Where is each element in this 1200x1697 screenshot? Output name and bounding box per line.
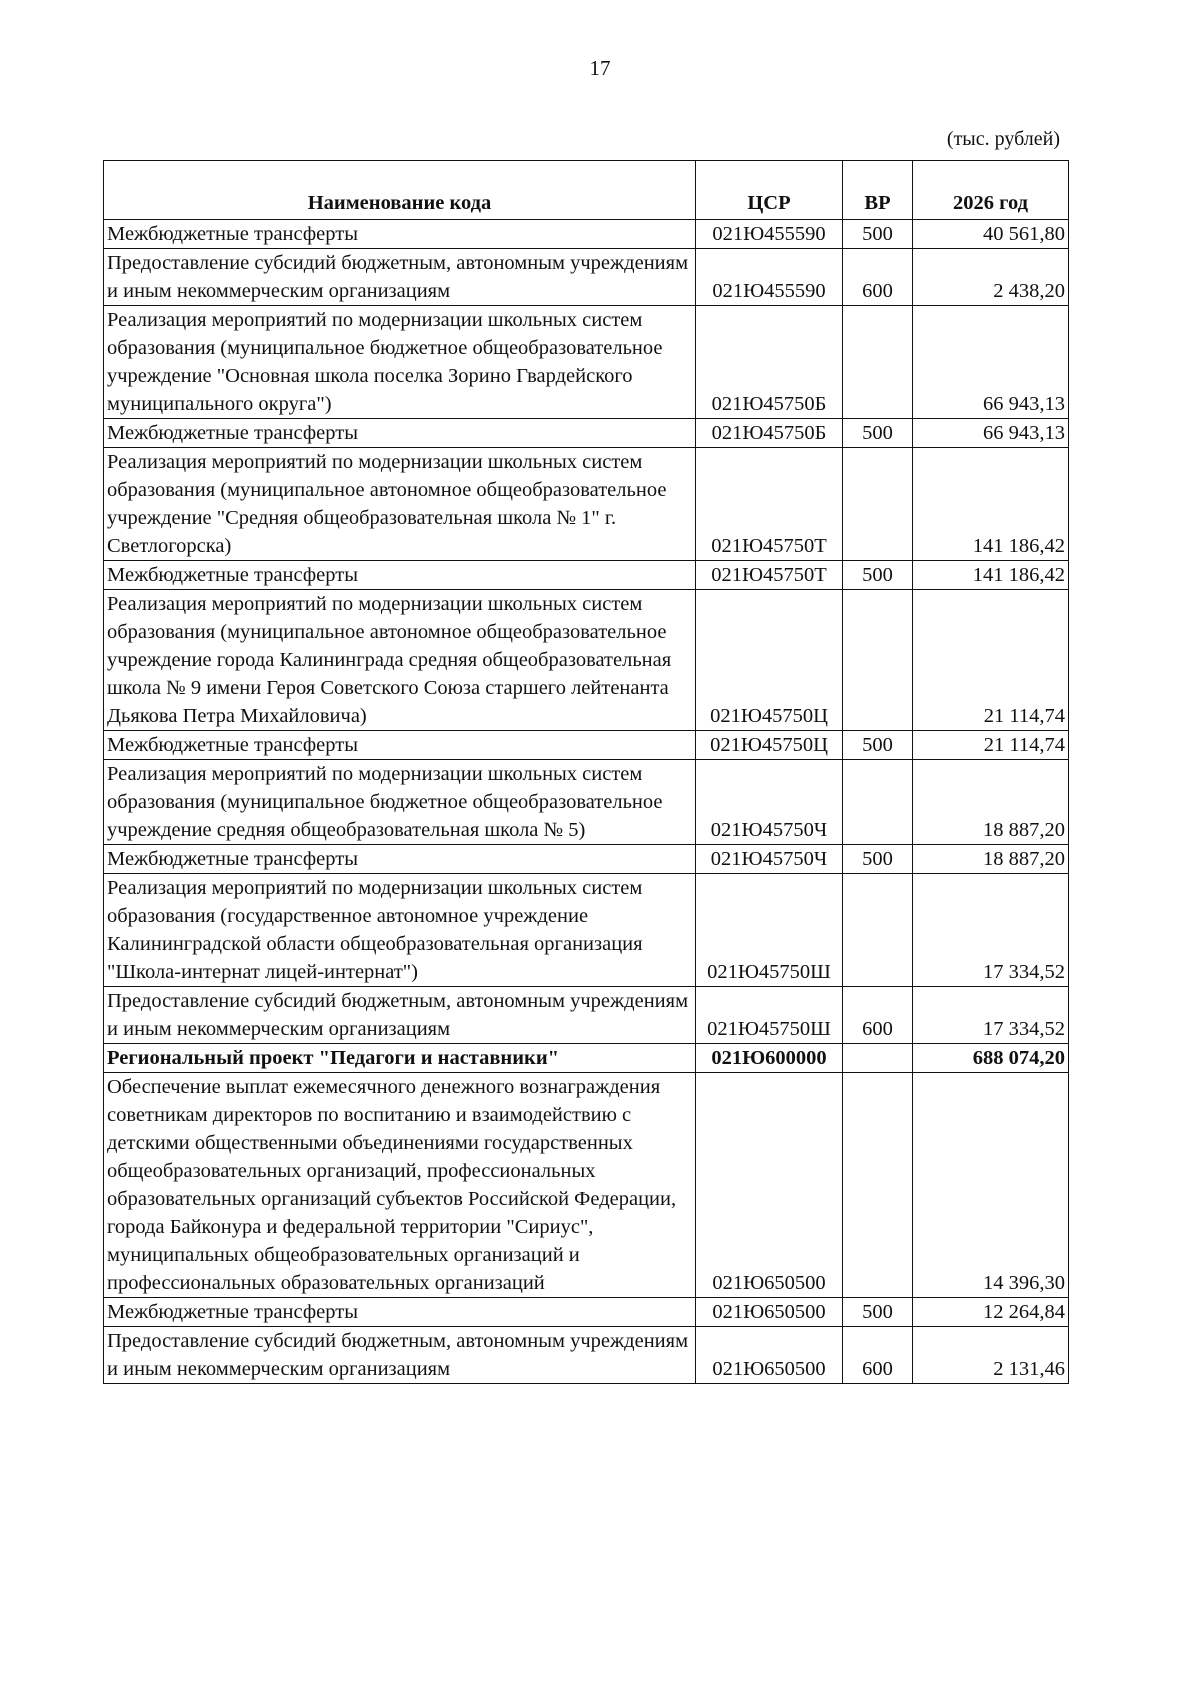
table-row [104, 874, 1069, 987]
row-value-cell: 141 186,42 [913, 561, 1069, 590]
row-csr-cell: 021Ю45750Б [696, 306, 843, 419]
row-csr-cell: 021Ю650500 [696, 1327, 843, 1384]
row-name-cell: Межбюджетные трансферты [104, 220, 696, 249]
row-value-cell: 18 887,20 [913, 760, 1069, 845]
table-row [104, 249, 1069, 306]
row-value-cell: 2 131,46 [913, 1327, 1069, 1384]
table-row [104, 419, 1069, 448]
row-csr-cell: 021Ю600000 [696, 1044, 843, 1073]
budget-table [103, 160, 1069, 1384]
row-vr-cell [843, 760, 913, 845]
row-vr-cell: 600 [843, 1327, 913, 1384]
table-row [104, 1298, 1069, 1327]
row-value-cell: 17 334,52 [913, 987, 1069, 1044]
row-csr-cell: 021Ю45750Т [696, 561, 843, 590]
row-name-cell: Предоставление субсидий бюджетным, автономным учреждениям и иным некоммерческим организациям [104, 249, 696, 306]
row-csr-cell: 021Ю455590 [696, 249, 843, 306]
table-row [104, 561, 1069, 590]
row-csr-cell: 021Ю45750Ч [696, 760, 843, 845]
row-value-cell: 21 114,74 [913, 731, 1069, 760]
row-vr-cell: 500 [843, 561, 913, 590]
table-header-row [104, 161, 1069, 220]
row-name-cell: Реализация мероприятий по модернизации школьных систем образования (муниципальное бюджетное общеобразовательное учреждение средняя общеобразовательная школа № 5) [104, 760, 696, 845]
row-vr-cell: 500 [843, 1298, 913, 1327]
page-number: 17 [589, 56, 611, 80]
row-csr-cell: 021Ю455590 [696, 220, 843, 249]
row-name-cell: Реализация мероприятий по модернизации школьных систем образования (муниципальное автономное общеобразовательное учреждение города Калининграда средняя общеобразовательная школа № 9 имени Героя Советского Союза старшего лейтенанта Дьякова Петра Михайловича) [104, 590, 696, 731]
header-name: Наименование кода [104, 161, 696, 220]
row-vr-cell: 600 [843, 987, 913, 1044]
row-name-cell: Предоставление субсидий бюджетным, автономным учреждениям и иным некоммерческим организациям [104, 1327, 696, 1384]
row-value-cell: 2 438,20 [913, 249, 1069, 306]
header-csr: ЦСР [696, 161, 843, 220]
row-name-cell: Межбюджетные трансферты [104, 845, 696, 874]
row-vr-cell [843, 1073, 913, 1298]
table-row [104, 845, 1069, 874]
header-year: 2026 год [913, 161, 1069, 220]
row-csr-cell: 021Ю45750Б [696, 419, 843, 448]
row-value-cell: 40 561,80 [913, 220, 1069, 249]
row-vr-cell [843, 1044, 913, 1073]
row-name-cell: Предоставление субсидий бюджетным, автономным учреждениям и иным некоммерческим организациям [104, 987, 696, 1044]
unit-note: (тыс. рублей) [946, 128, 1060, 150]
row-name-cell: Межбюджетные трансферты [104, 561, 696, 590]
row-value-cell: 66 943,13 [913, 306, 1069, 419]
row-name-cell: Реализация мероприятий по модернизации школьных систем образования (муниципальное автономное общеобразовательное учреждение "Средняя общеобразовательная школа № 1" г. Светлогорска) [104, 448, 696, 561]
row-csr-cell: 021Ю45750Ш [696, 874, 843, 987]
row-value-cell: 14 396,30 [913, 1073, 1069, 1298]
table-row [104, 1044, 1069, 1073]
row-name-cell: Региональный проект "Педагоги и наставники" [104, 1044, 696, 1073]
row-value-cell: 66 943,13 [913, 419, 1069, 448]
row-vr-cell [843, 306, 913, 419]
row-name-cell: Обеспечение выплат ежемесячного денежного вознаграждения советникам директоров по воспитанию и взаимодействию с детскими общественными объединениями государственных общеобразовательных организаций, профессиональных образовательных организаций субъектов Российской Федерации, города Байконура и федеральной территории "Сириус", муниципальных общеобразовательных организаций и профессиональных образовательных организаций [104, 1073, 696, 1298]
row-name-cell: Межбюджетные трансферты [104, 731, 696, 760]
table-row [104, 220, 1069, 249]
table-row [104, 1327, 1069, 1384]
table-row [104, 448, 1069, 561]
row-name-cell: Межбюджетные трансферты [104, 419, 696, 448]
row-value-cell: 18 887,20 [913, 845, 1069, 874]
row-csr-cell: 021Ю45750Ш [696, 987, 843, 1044]
header-vr: ВР [843, 161, 913, 220]
table-row [104, 1073, 1069, 1298]
table-row [104, 590, 1069, 731]
row-vr-cell: 500 [843, 731, 913, 760]
table-row [104, 731, 1069, 760]
row-value-cell: 688 074,20 [913, 1044, 1069, 1073]
row-vr-cell: 600 [843, 249, 913, 306]
row-value-cell: 21 114,74 [913, 590, 1069, 731]
row-value-cell: 12 264,84 [913, 1298, 1069, 1327]
row-vr-cell [843, 874, 913, 987]
row-name-cell: Реализация мероприятий по модернизации школьных систем образования (государственное автономное учреждение Калининградской области общеобразовательная организация "Школа-интернат лицей-интернат") [104, 874, 696, 987]
row-vr-cell [843, 448, 913, 561]
table-row [104, 760, 1069, 845]
row-csr-cell: 021Ю45750Т [696, 448, 843, 561]
row-csr-cell: 021Ю45750Ч [696, 845, 843, 874]
row-name-cell: Межбюджетные трансферты [104, 1298, 696, 1327]
row-vr-cell [843, 590, 913, 731]
row-csr-cell: 021Ю650500 [696, 1298, 843, 1327]
row-vr-cell: 500 [843, 419, 913, 448]
row-csr-cell: 021Ю650500 [696, 1073, 843, 1298]
table-row [104, 306, 1069, 419]
row-value-cell: 141 186,42 [913, 448, 1069, 561]
row-name-cell: Реализация мероприятий по модернизации школьных систем образования (муниципальное бюджетное общеобразовательное учреждение "Основная школа поселка Зорино Гвардейского муниципального округа") [104, 306, 696, 419]
row-vr-cell: 500 [843, 220, 913, 249]
row-vr-cell: 500 [843, 845, 913, 874]
row-csr-cell: 021Ю45750Ц [696, 590, 843, 731]
row-csr-cell: 021Ю45750Ц [696, 731, 843, 760]
row-value-cell: 17 334,52 [913, 874, 1069, 987]
table-row [104, 987, 1069, 1044]
table-body [104, 220, 1069, 1384]
